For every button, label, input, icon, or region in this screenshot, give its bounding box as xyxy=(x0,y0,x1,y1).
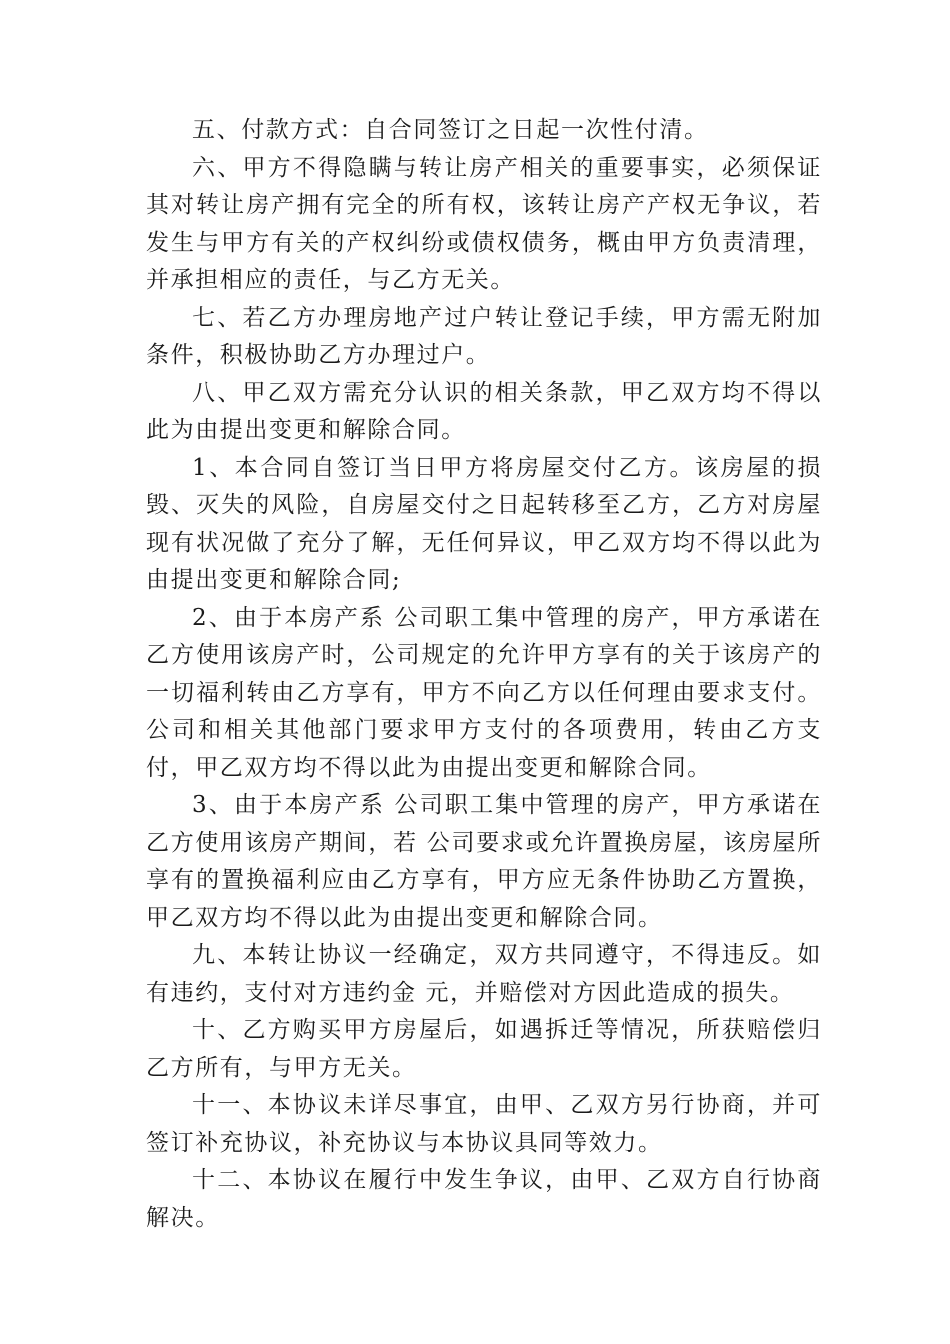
clause-10-demolition: 十、乙方购买甲方房屋后，如遇拆迁等情况，所获赔偿归乙方所有，与甲方无关。 xyxy=(146,1017,822,1081)
clause-7-transfer-registration: 七、若乙方办理房地产过户转让登记手续，甲方需无附加条件，积极协助乙方办理过户。 xyxy=(146,304,822,368)
clause-8-item-3: 3、由于本房产系 公司职工集中管理的房产，甲方承诺在乙方使用该房产期间，若 公司要求或允许置换房屋，该房屋所享有的置换福利应由乙方享有，甲方应无条件协助乙方置换，甲乙双方均不得以此为由提出变更和解除合同。 xyxy=(146,792,822,931)
clause-12-dispute: 十二、本协议在履行中发生争议，由甲、乙双方自行协商解决。 xyxy=(146,1167,822,1231)
clause-8-item-1: 1、本合同自签订当日甲方将房屋交付乙方。该房屋的损毁、灭失的风险，自房屋交付之日起转移至乙方，乙方对房屋现有状况做了充分了解，无任何异议，甲乙双方均不得以此为由提出变更和解除合同; xyxy=(146,454,822,593)
clause-9-breach: 九、本转让协议一经确定，双方共同遵守，不得违反。如有违约，支付对方违约金 元，并赔偿对方因此造成的损失。 xyxy=(146,942,822,1006)
document-page xyxy=(146,112,822,1237)
clause-6-disclosure: 六、甲方不得隐瞒与转让房产相关的重要事实，必须保证其对转让房产拥有完全的所有权，该转让房产产权无争议，若发生与甲方有关的产权纠纷或债权债务，概由甲方负责清理，并承担相应的责任，与乙方无关。 xyxy=(146,154,822,293)
clause-8-item-2: 2、由于本房产系 公司职工集中管理的房产，甲方承诺在乙方使用该房产时，公司规定的允许甲方享有的关于该房产的一切福利转由乙方享有，甲方不向乙方以任何理由要求支付。 公司和相关其他部门要求甲方支付的各项费用，转由乙方支付，甲乙双方均不得以此为由提出变更和解除合同。 xyxy=(146,604,822,781)
clause-5-payment: 五、付款方式：自合同签订之日起一次性付清。 xyxy=(192,117,709,143)
clause-11-supplement: 十一、本协议未详尽事宜，由甲、乙双方另行协商，并可签订补充协议，补充协议与本协议具同等效力。 xyxy=(146,1092,822,1156)
clause-8-terms: 八、甲乙双方需充分认识的相关条款，甲乙双方均不得以此为由提出变更和解除合同。 xyxy=(146,379,822,443)
